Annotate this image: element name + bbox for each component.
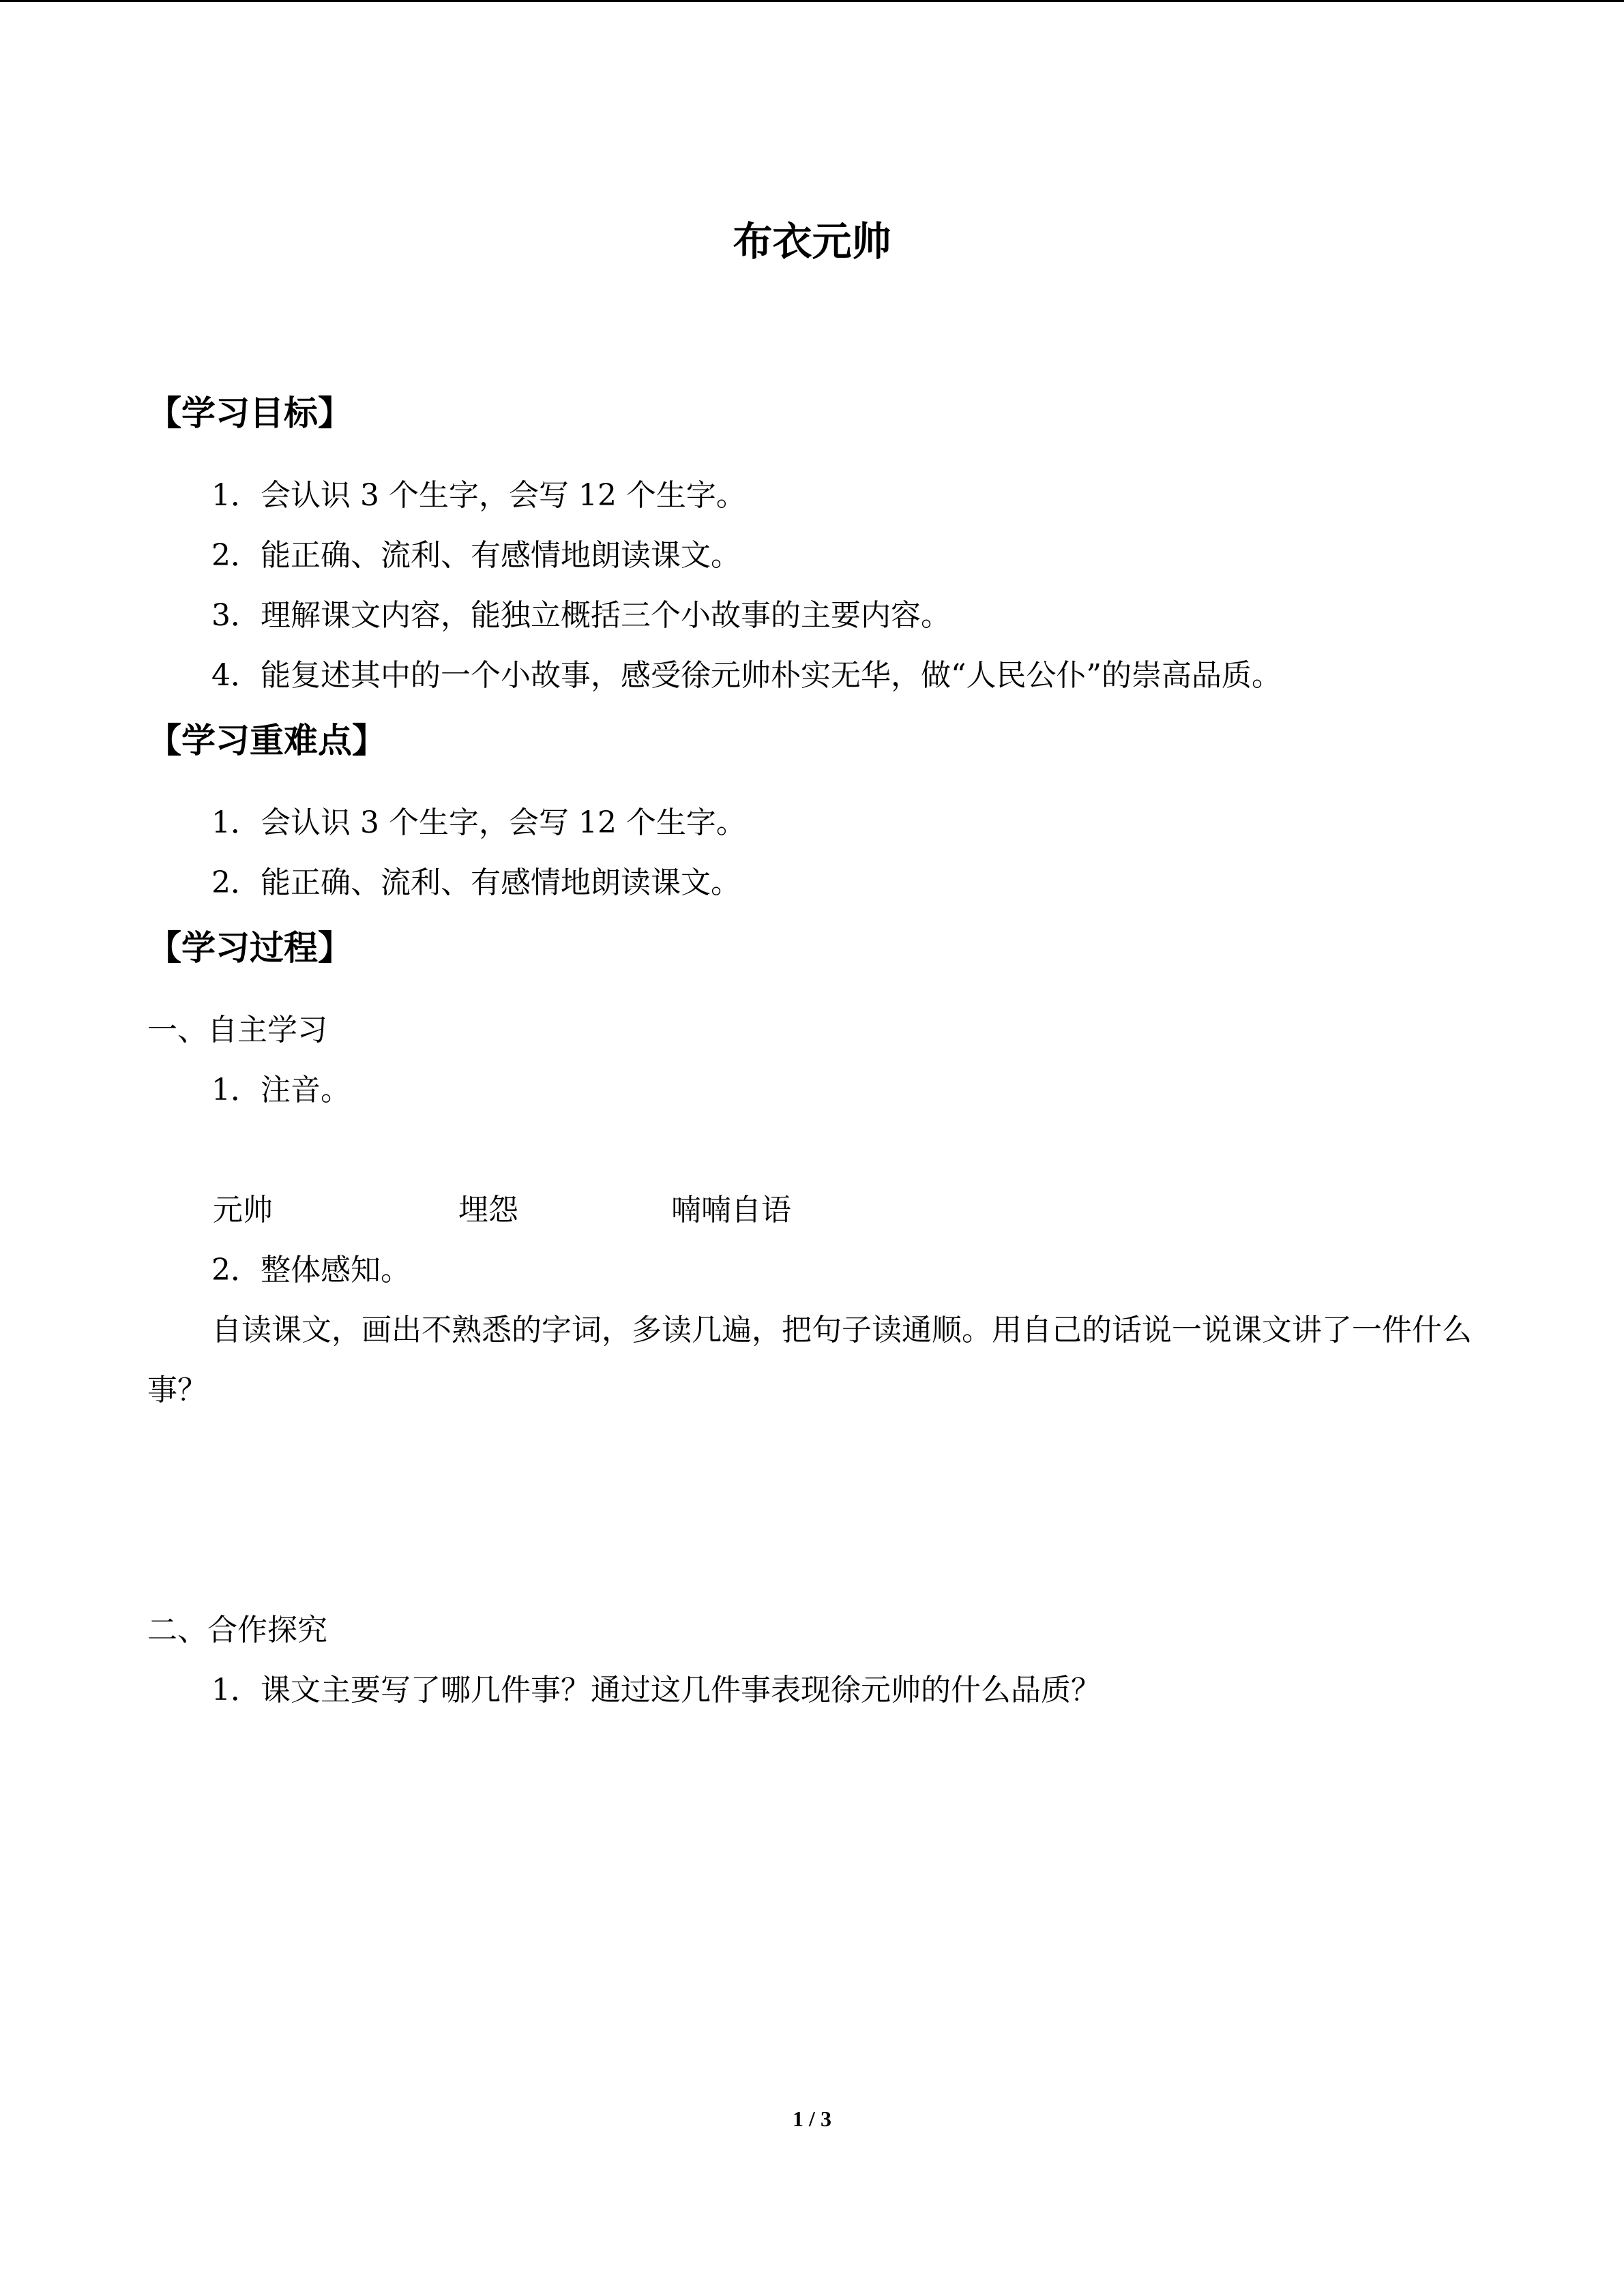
cooperation-question-1: 1．课文主要写了哪几件事？通过这几件事表现徐元帅的什么品质？ [211, 1673, 1101, 1708]
pinyin-word-3: 喃喃自语 [671, 1193, 791, 1227]
heading-learning-goals: 【学习目标】 [147, 393, 352, 433]
self-study-question-1: 1．注音。 [211, 1073, 351, 1107]
goal-item-1: 1．会认识 3 个生字，会写 12 个生字。 [211, 478, 746, 513]
section-self-study-title: 一、自主学习 [147, 1013, 327, 1047]
key-point-item-1: 1．会认识 3 个生字，会写 12 个生字。 [211, 805, 746, 840]
pinyin-word-1: 元帅 [213, 1193, 273, 1227]
page-number: 1 / 3 [793, 2106, 831, 2131]
key-point-item-2: 2．能正确、流利、有感情地朗读课文。 [211, 865, 741, 900]
goal-item-3: 3．理解课文内容，能独立概括三个小故事的主要内容。 [211, 598, 951, 633]
pinyin-word-2: 埋怨 [458, 1193, 518, 1227]
heading-key-points: 【学习重难点】 [147, 721, 386, 760]
goal-item-4: 4．能复述其中的一个小故事，感受徐元帅朴实无华，做“人民公仆”的崇高品质。 [211, 658, 1282, 693]
goal-item-2: 2．能正确、流利、有感情地朗读课文。 [211, 538, 741, 573]
self-study-question-2: 2．整体感知。 [211, 1253, 411, 1287]
section-cooperation-title: 二、合作探究 [147, 1613, 327, 1648]
heading-learning-process: 【学习过程】 [147, 928, 352, 968]
self-study-question-2-text: 自读课文，画出不熟悉的字词，多读几遍，把句子读通顺。用自己的话说一说课文讲了一件什么事？ [147, 1313, 1472, 1407]
document-title: 布衣元帅 [733, 218, 891, 265]
